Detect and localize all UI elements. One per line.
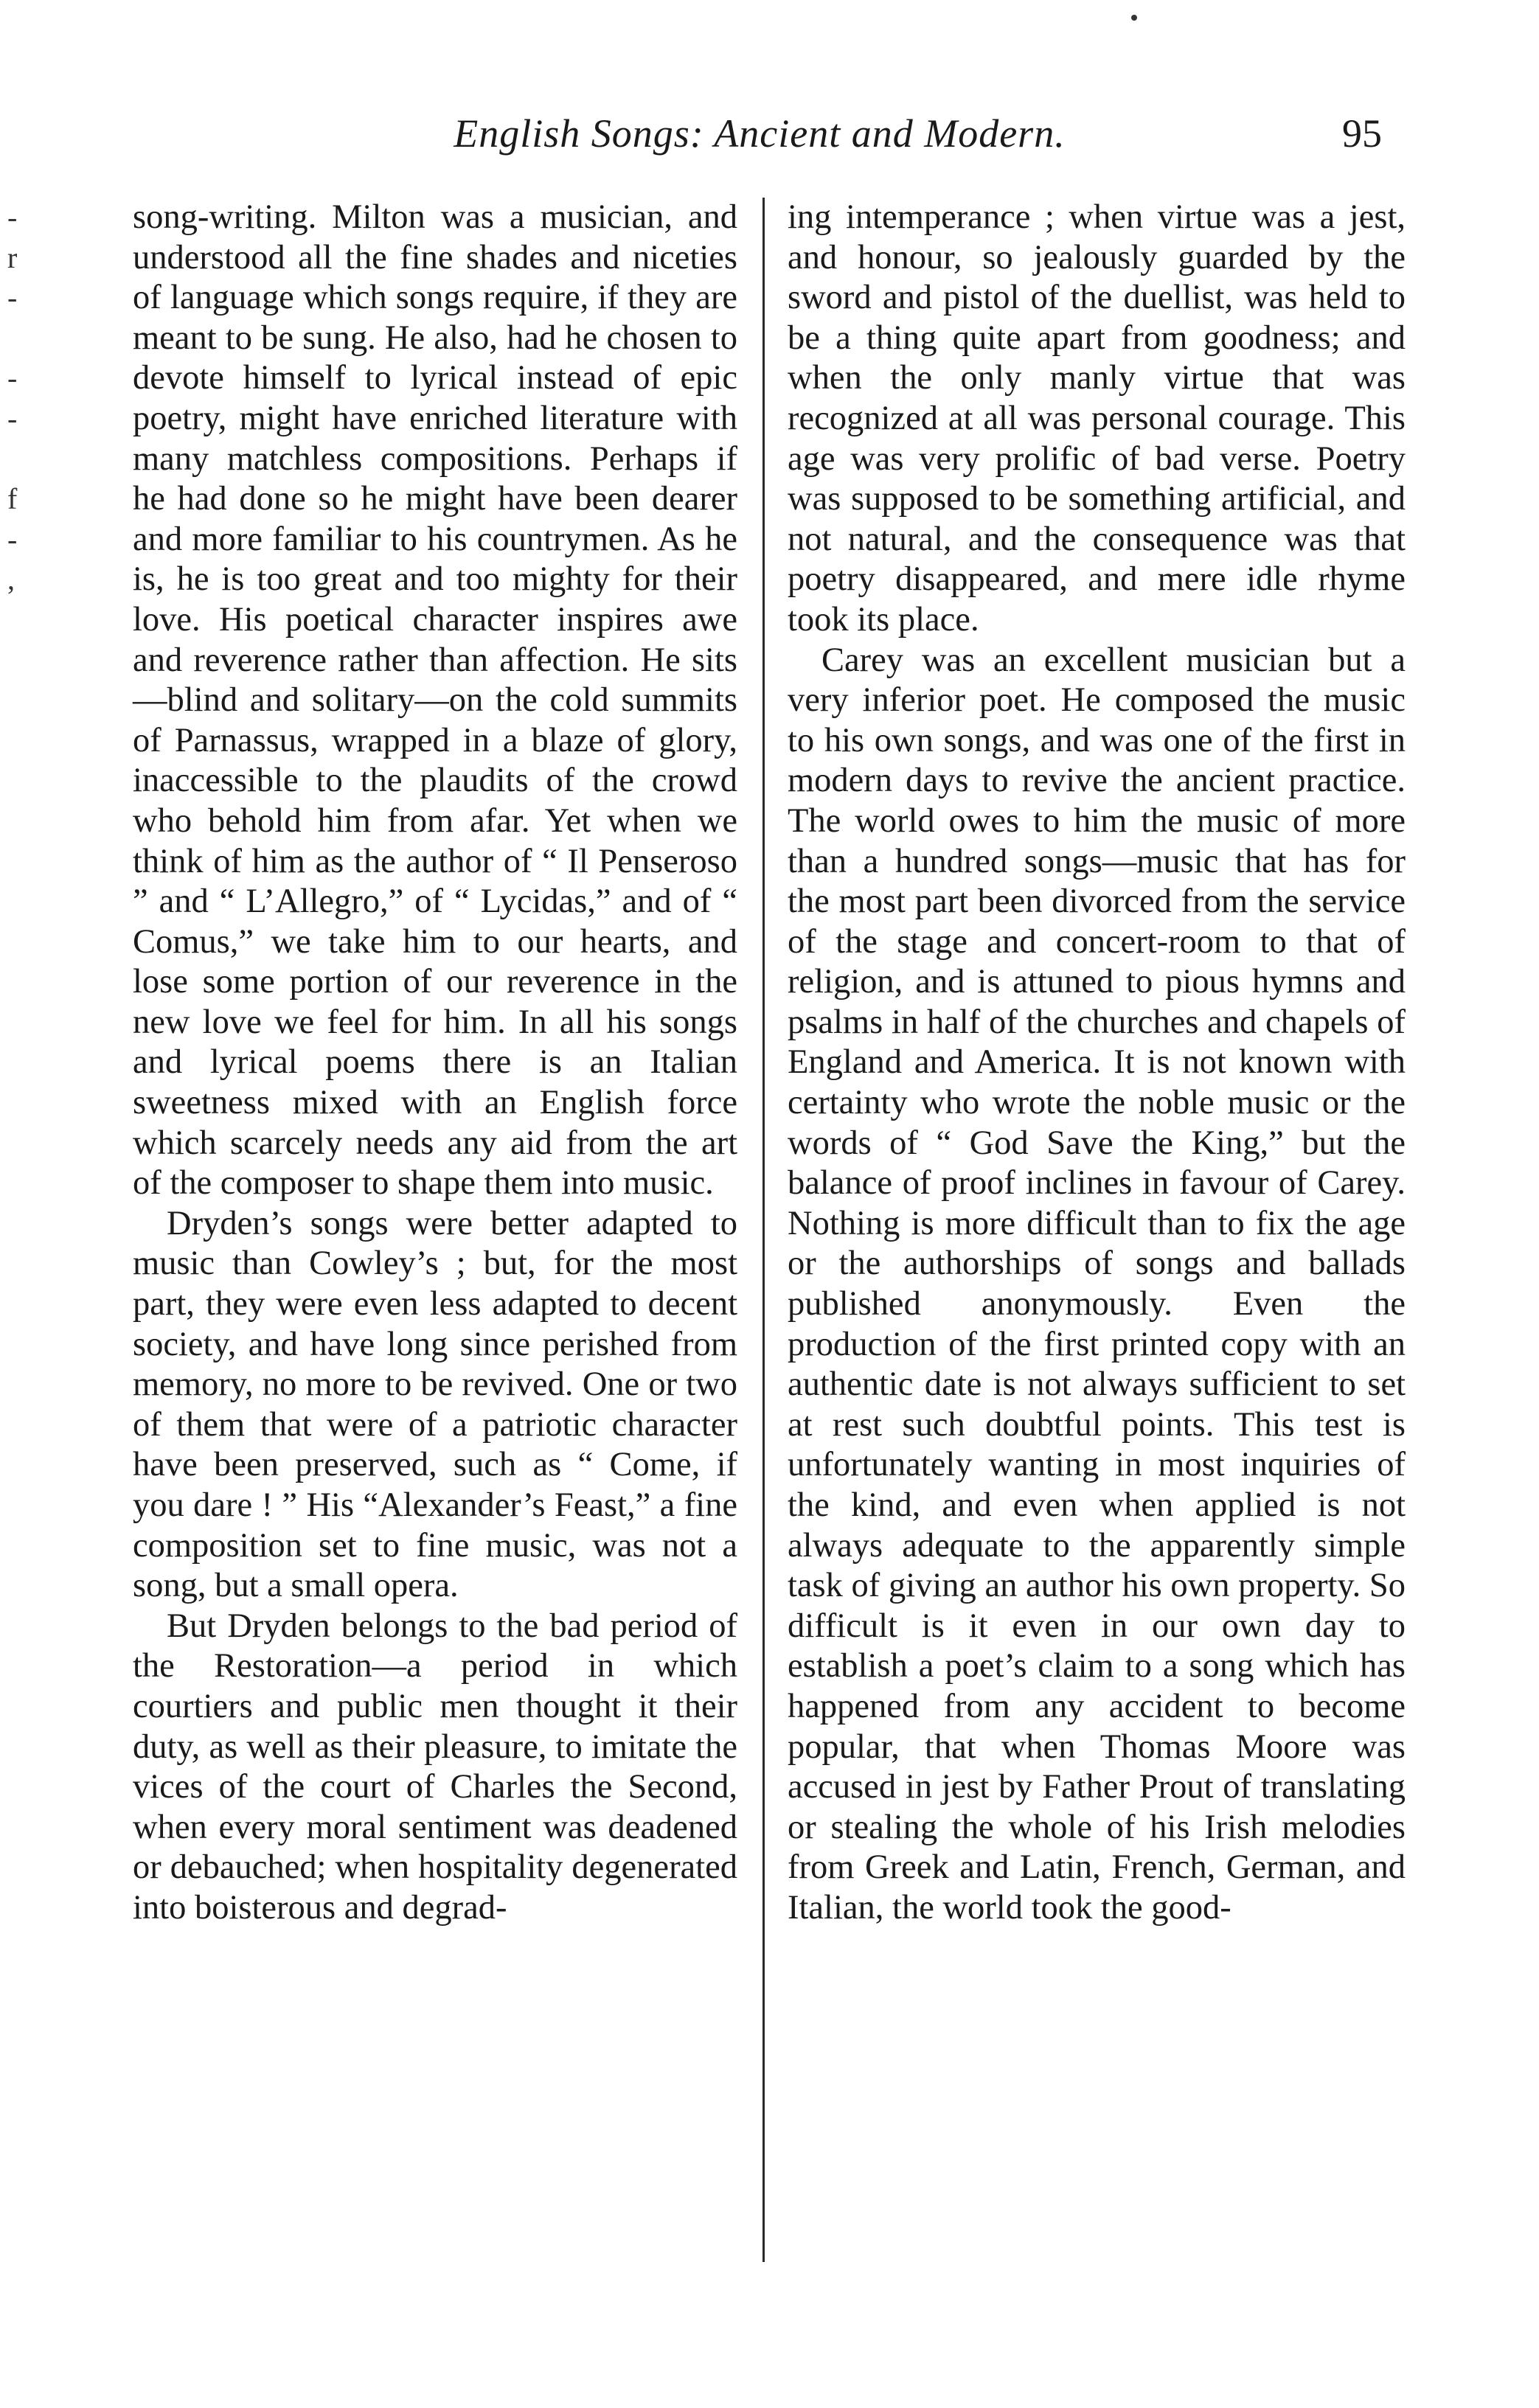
margin-mark: -: [7, 522, 18, 556]
paragraph: But Dryden belongs to the bad period of the Restoration—a period in which courtiers and public men thought it their duty, as well as their pleasure, to imitate the vices of the court of Charles the Second, when every moral sentiment was deadened or debauched; when hospitality degenerated into boisterous and degrad-: [133, 1607, 737, 1927]
paragraph: Dryden’s songs were better adapted to music than Cowley’s ; but, for the most part, they were even less adapted to decent society, and have long since perished from memory, no more to be revived. One or two of them that were of a patriotic character have been preserved, such as “ Come, if you dare ! ” His “Alexander’s Feast,” a fine composition set to fine music, was not a song, but a small opera.: [133, 1204, 737, 1605]
column-divider: [762, 198, 765, 2262]
page-number: 95: [1342, 111, 1382, 156]
ink-speck: [1131, 15, 1137, 21]
margin-mark: f: [7, 482, 18, 516]
margin-mark: -: [7, 361, 18, 395]
paragraph: ing intemperance ; when virtue was a jest, and honour, so jealously guarded by the sword and pistol of the duellist, was held to be a thing quite apart from goodness; and when the only manly virtue that was recognized at all was personal courage. This age was very prolific of bad verse. Poetry was supposed to be something artificial, and not natural, and the consequence was that poetry disappeared, and mere idle rhyme took its place.: [788, 198, 1406, 638]
margin-mark: -: [7, 281, 18, 315]
margin-mark: ,: [7, 563, 15, 596]
paragraph: song-writing. Milton was a musician, and understood all the fine shades and niceties of language which songs require, if they are meant to be sung. He also, had he chosen to devote himself to lyrical instead of epic poetry, might have enriched literature with many matchless compositions. Perhaps if he had done so he might have been dearer and more familiar to his countrymen. As he is, he is too great and too mighty for their love. His poetical character inspires awe and reverence rather than affection. He sits—blind and solitary—on the cold summits of Parnassus, wrapped in a blaze of glory, inaccessible to the plaudits of the crowd who behold him from afar. Yet when we think of him as the author of “ Il Penseroso ” and “ L’Allegro,” of “ Lycidas,” and of “ Comus,” we take him to our hearts, and lose some portion of our reverence in the new love we feel for him. In all his songs and lyrical poems there is an Italian sweetness mixed with an English force which scarcely needs any aid from the art of the composer to shape them into music.: [133, 198, 737, 1203]
right-column: [788, 198, 1406, 1929]
paragraph: Carey was an excellent musician but a very inferior poet. He composed the music to his own songs, and was one of the first in modern days to revive the ancient practice. The world owes to him the music of more than a hundred songs—music that has for the most part been divorced from the service of the stage and concert-room to that of religion, and is attuned to pious hymns and psalms in half of the churches and chapels of England and America. It is not known with certainty who wrote the noble music or the words of “ God Save the King,” but the balance of proof inclines in favour of Carey. Nothing is more difficult than to fix the age or the authorships of songs and ballads published anonymously. Even the production of the first printed copy with an authentic date is not always sufficient to set at rest such doubtful points. This test is unfortunately wanting in most inquiries of the kind, and even when applied is not always adequate to the apparently simple task of giving an author his own property. So difficult is it even in our own day to establish a poet’s claim to a song which has happened from any accident to become popular, that when Thomas Moore was accused in jest by Father Prout of translating or stealing the whole of his Irish melodies from Greek and Latin, French, German, and Italian, the world took the good-: [788, 641, 1406, 1927]
running-title: English Songs: Ancient and Modern.: [454, 111, 1066, 156]
left-column: [133, 198, 737, 1929]
margin-mark: [7, 319, 29, 359]
margin-mark: -: [7, 401, 18, 435]
margin-mark: [7, 439, 29, 480]
margin-marks: [7, 198, 29, 600]
margin-mark: r: [7, 240, 18, 274]
margin-mark: -: [7, 201, 18, 234]
